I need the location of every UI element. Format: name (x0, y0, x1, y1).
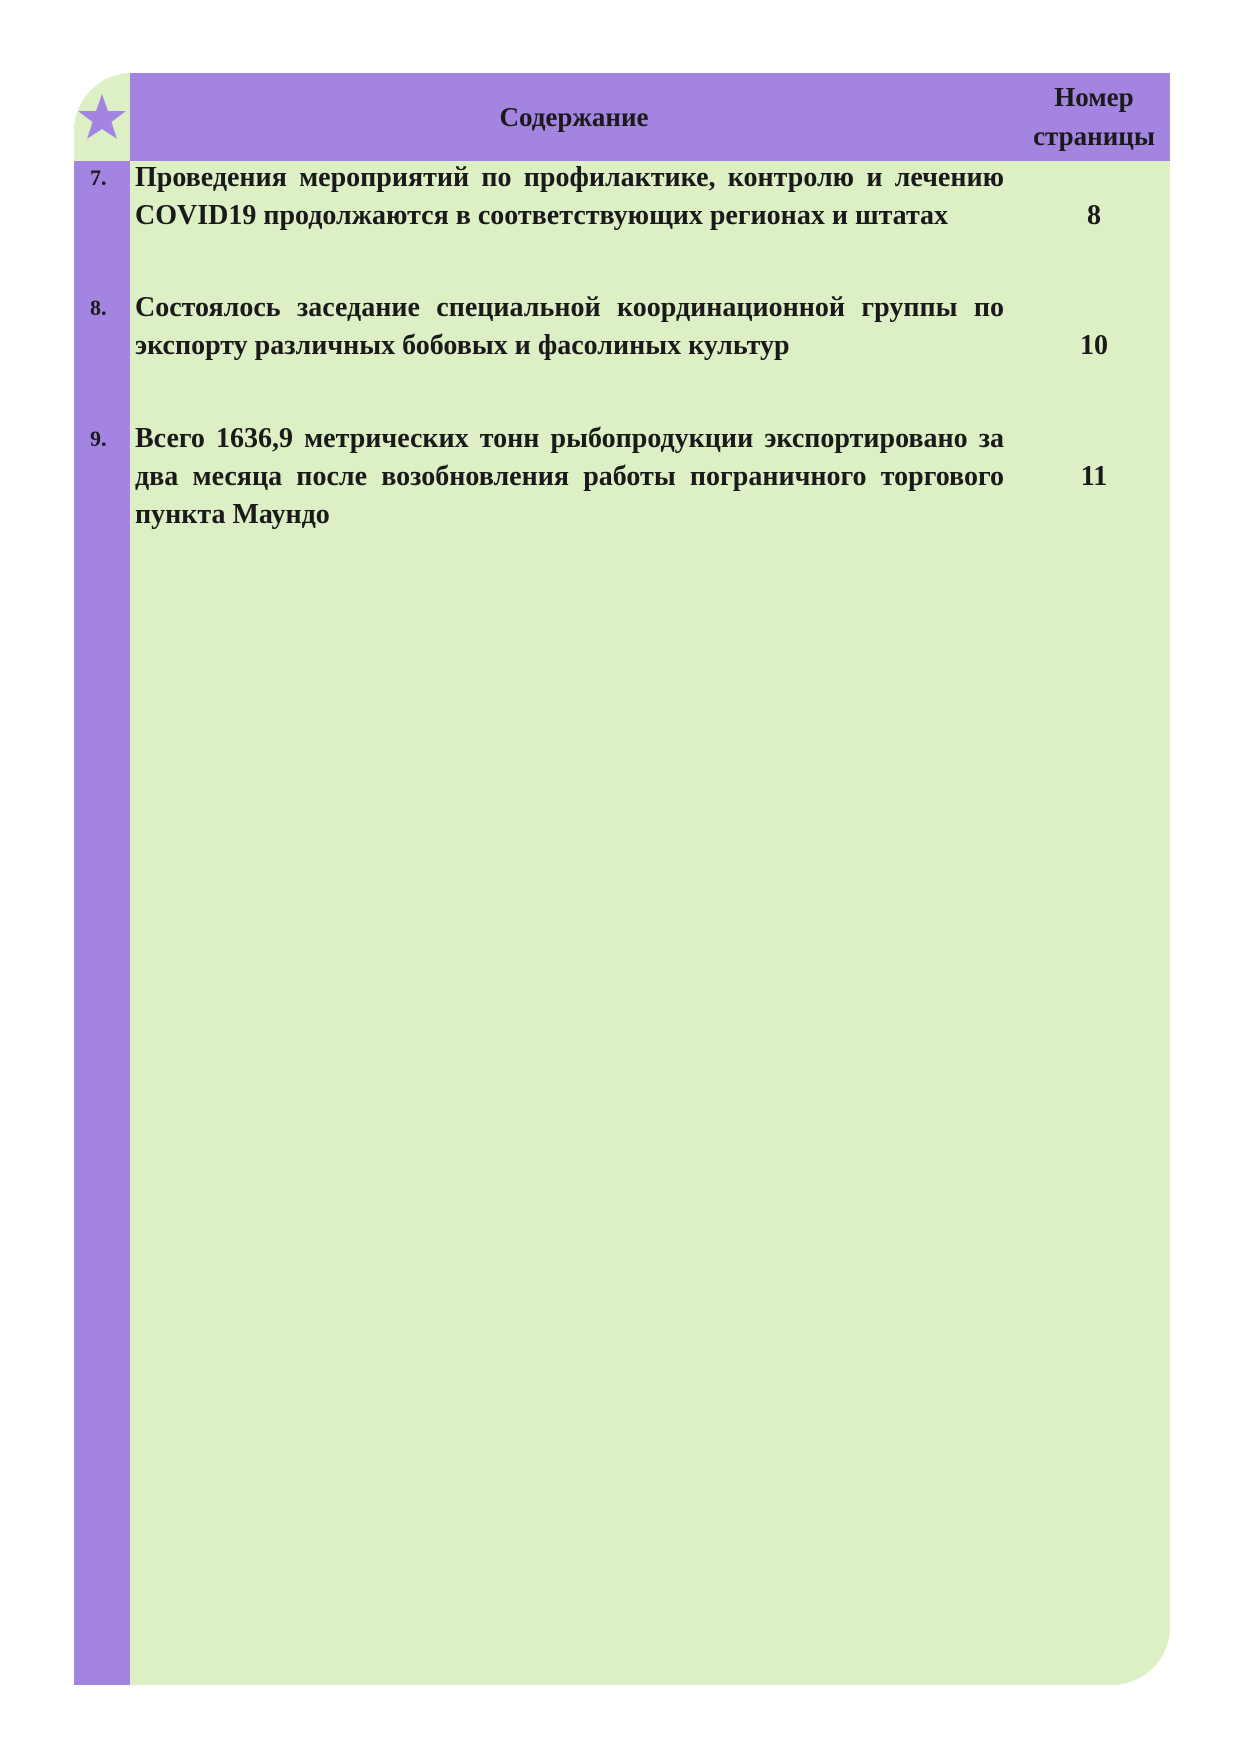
entry-title[interactable]: Проведения мероприятий по профилактике, контролю и лечению COVID19 продолжаются в соответствующих регионах и штатах (135, 162, 1004, 231)
number-column (74, 161, 130, 1685)
entry-page-number[interactable]: 8 (1087, 200, 1101, 231)
page-number-heading-line1: Номер (1054, 82, 1134, 112)
entry-number: 8. (90, 295, 107, 320)
entry-number: 7. (90, 165, 107, 190)
corner-cell (74, 73, 130, 161)
entry-page-number[interactable]: 10 (1080, 330, 1108, 361)
table-of-contents (74, 73, 1170, 1685)
entry-title[interactable]: Состоялось заседание специальной координационной группы по экспорту различных бобовых и фасолиных культур (135, 292, 1004, 361)
page-number-heading (1018, 73, 1170, 161)
entry-number: 9. (90, 426, 107, 451)
contents-heading: Содержание (499, 101, 649, 132)
table-header (130, 73, 1170, 161)
page-number-heading-line2: страницы (1033, 121, 1155, 151)
entry-title[interactable]: Всего 1636,9 метрических тонн рыбопродукции экспортировано за два месяца после возобновления работы пограничного торгового пункта Маундо (135, 423, 1004, 530)
entry-page-number[interactable]: 11 (1080, 461, 1108, 492)
